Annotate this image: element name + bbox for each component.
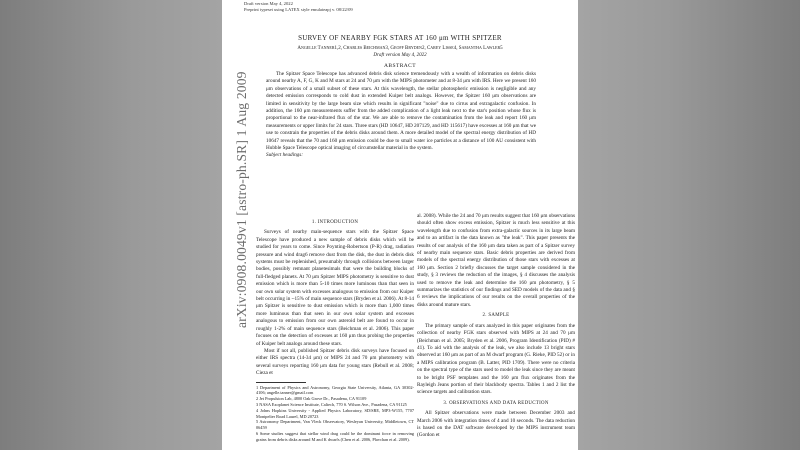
intro-heading: 1. INTRODUCTION [311, 220, 359, 225]
sample-paragraph: The primary sample of stars analyzed in this paper originates from the collection of nearby FGK stars observed with MIPS at 24 and 70 μm (Beichman et al. 2005; Bryden et al. 2006, Program Identification (PID) # 41). To aid with the analysis of the leak, we also include 13 bright stars observed at 160 μm as part of an M dwarf program (G. Rieke, PID 52) or in a MIPS calibration program (B. Latter, PID 1709). There were no criteria on the spectral type of the stars used to model the leak since they are meant to be bright PSF templates and the 160 μm flux originates from the Rayleigh Jeans portion of their blackbody spectra. Tables 1 and 2 list the science targets and calibration stars. [417, 322, 575, 396]
intro-paragraph-2: Most if not all, published Spitzer debris disk surveys have focused on either IRS spectra (14-34 μm) or MIPS 24 and 70 μm photometry with several surveys reporting 160 μm data for young stars (Rebull et al. 2008; Cieza et [256, 347, 414, 377]
right-column [417, 213, 575, 440]
sample-heading: 2. SAMPLE [482, 313, 510, 319]
observations-heading: 3. OBSERVATIONS AND DATA REDUCTION [443, 400, 549, 406]
abstract-text: The Spitzer Space Telescope has advanced debris disk science tremendously with a wealth of information on debris disks around nearby A, F, G, K and M stars at 24 and 70 μm with the MIPS photometer and at 8-34 μm with IRS. Here we present 160 μm observations of a small subset of these stars. At this wavelength, the stellar photospheric emission is negligible and any detected emission corresponds to cold dust in extended Kuiper belt analogs. However, the Spitzer 160 μm observations are limited in sensitivity by the large beam size which results in significant "noise" due to cirrus and extragalactic confusion. In addition, the 160 μm measurements suffer from the added complication of a light leak next to the star's position whose flux is proportional to the near-infrared flux of the star. We are able to remove the contamination from the leak and report 160 μm measurements or upper limits for 24 stars. Three stars (HD 10647, HD 207129, and HD 115617) have excesses at 160 μm that we use to constrain the properties of the debris disks around them. A more detailed model of the spectral energy distribution of HD 10647 reveals that the 70 and 160 μm emission could be due to small water ice particles at a distance of 100 AU consistent with Hubble Space Telescope optical imaging of circumstellar material in the system. [266, 71, 536, 152]
intro-continued: al. 2008). While the 24 and 70 μm results suggest that 160 μm observations should often show excess emission, Spitzer is much less sensitive at this wavelength due to confusion from extra-galactic sources in its large beam and to an artifact in the data known as "the leak". This paper presents the results of our analysis of the 160 μm data taken as part of a Spitzer survey of nearby main sequence stars. Basic debris properties are derived from models of the spectral energy distribution of those stars with excesses at 160 μm. Section 2 briefly discusses the target sample considered in the study, § 3 reviews the reduction of the images, § 4 discusses the analysis used to remove the leak and determine the 160 μm photometry, § 5 summarizes the statistics of our findings and SED models of the data and § 6 reviews the implications of our results on the overall properties of the disks around mature stars. [417, 213, 575, 308]
abstract-body [266, 71, 536, 160]
footnote-4: 4 Johns Hopkins University - Applied Physics Laboratory, SD/SRE, MP3-W155, 7707 Montpelier Road Laurel, MD 20723 [256, 407, 414, 419]
observations-paragraph: All Spitzer observations were made between December 2003 and March 2006 with integration times of 4 and 10 seconds. The data reduction is based on the DAT software developed by the MIPS instrument team (Gordon et [417, 410, 575, 439]
footnote-2: 2 Jet Propulsion Lab, 4800 Oak Grove Dr., Pasadena, CA 91109 [256, 396, 367, 402]
footnote-3: 3 NASA Exoplanet Science Institute, Caltech, 770 S. Wilson Ave., Pasadena, CA 91125 [256, 401, 407, 407]
background-blur-right [578, 0, 800, 450]
abstract-heading: ABSTRACT [384, 63, 416, 69]
paper-page [222, 0, 578, 450]
draft-date: Draft version May 4, 2022 [373, 53, 427, 58]
draft-header: Draft version May 4, 2022 [244, 1, 293, 6]
left-column [256, 216, 414, 443]
arxiv-stamp: arXiv:0908.0049v1 [astro-ph.SR] 1 Aug 2009 [234, 71, 249, 328]
paper-title: SURVEY OF NEARBY FGK STARS AT 160 μm WITH SPITZER [298, 34, 502, 42]
footnote-5: 5 Astronomy Department, Van Vleck Observatory, Wesleyan University, Middletown, CT 06459 [256, 419, 414, 431]
footnote-1: 1 Department of Physics and Astronomy, Georgia State University, Atlanta, GA 30302-4106; angelle.tanner@gmail.com [256, 384, 414, 396]
paper-authors: Angelle Tanner1,2, Charles Beichman3, Geoff Bryden2, Carey Lisse4, Samantha Lawler5 [297, 46, 503, 51]
background-blur-left [0, 0, 222, 450]
subject-headings: Subject headings: [266, 152, 304, 159]
footnote-rule [256, 382, 306, 383]
preprint-header: Preprint typeset using LATEX style emulateapj v. 08/22/09 [244, 7, 353, 12]
intro-paragraph-1: Surveys of nearby main-sequence stars with the Spitzer Space Telescope have produced a new sample of debris disks which will be studied for years to come. Since Poynting-Robertson (P-R) drag, radiation pressure and wind drag6 remove dust from the disk, the dust in debris disk systems must be replenished, presumably through collisions between larger bodies, possibly remnant planetesimals that were the building blocks of full-fledged planets. At 70 μm Spitzer MIPS photometry is sensitive to dust emission which is more than 5-10 times more luminous than that seen in our own solar system with excesses analogous to emission from our Kuiper belt occurring in ~15% of main sequence stars (Bryden et al. 2006). At 8-14 μm Spitzer is sensitive to dust emission which is more than 1,000 times more luminous than that seen in our own solar system and excesses analogous to emission from our own asteroid belt are found to occur in roughly 1-2% of main sequence stars (Beichman et al. 2006). This paper focuses on the detection of excesses at 160 μm thus probing the properties of Kuiper belt analogs around these stars. [256, 229, 414, 347]
footnote-6: 6 Some studies suggest that stellar wind drag could be the dominant force in removing grains from debris disks around M and K dwarfs (Chen et al. 2006, Plavchan et al. 2009). [256, 430, 414, 442]
